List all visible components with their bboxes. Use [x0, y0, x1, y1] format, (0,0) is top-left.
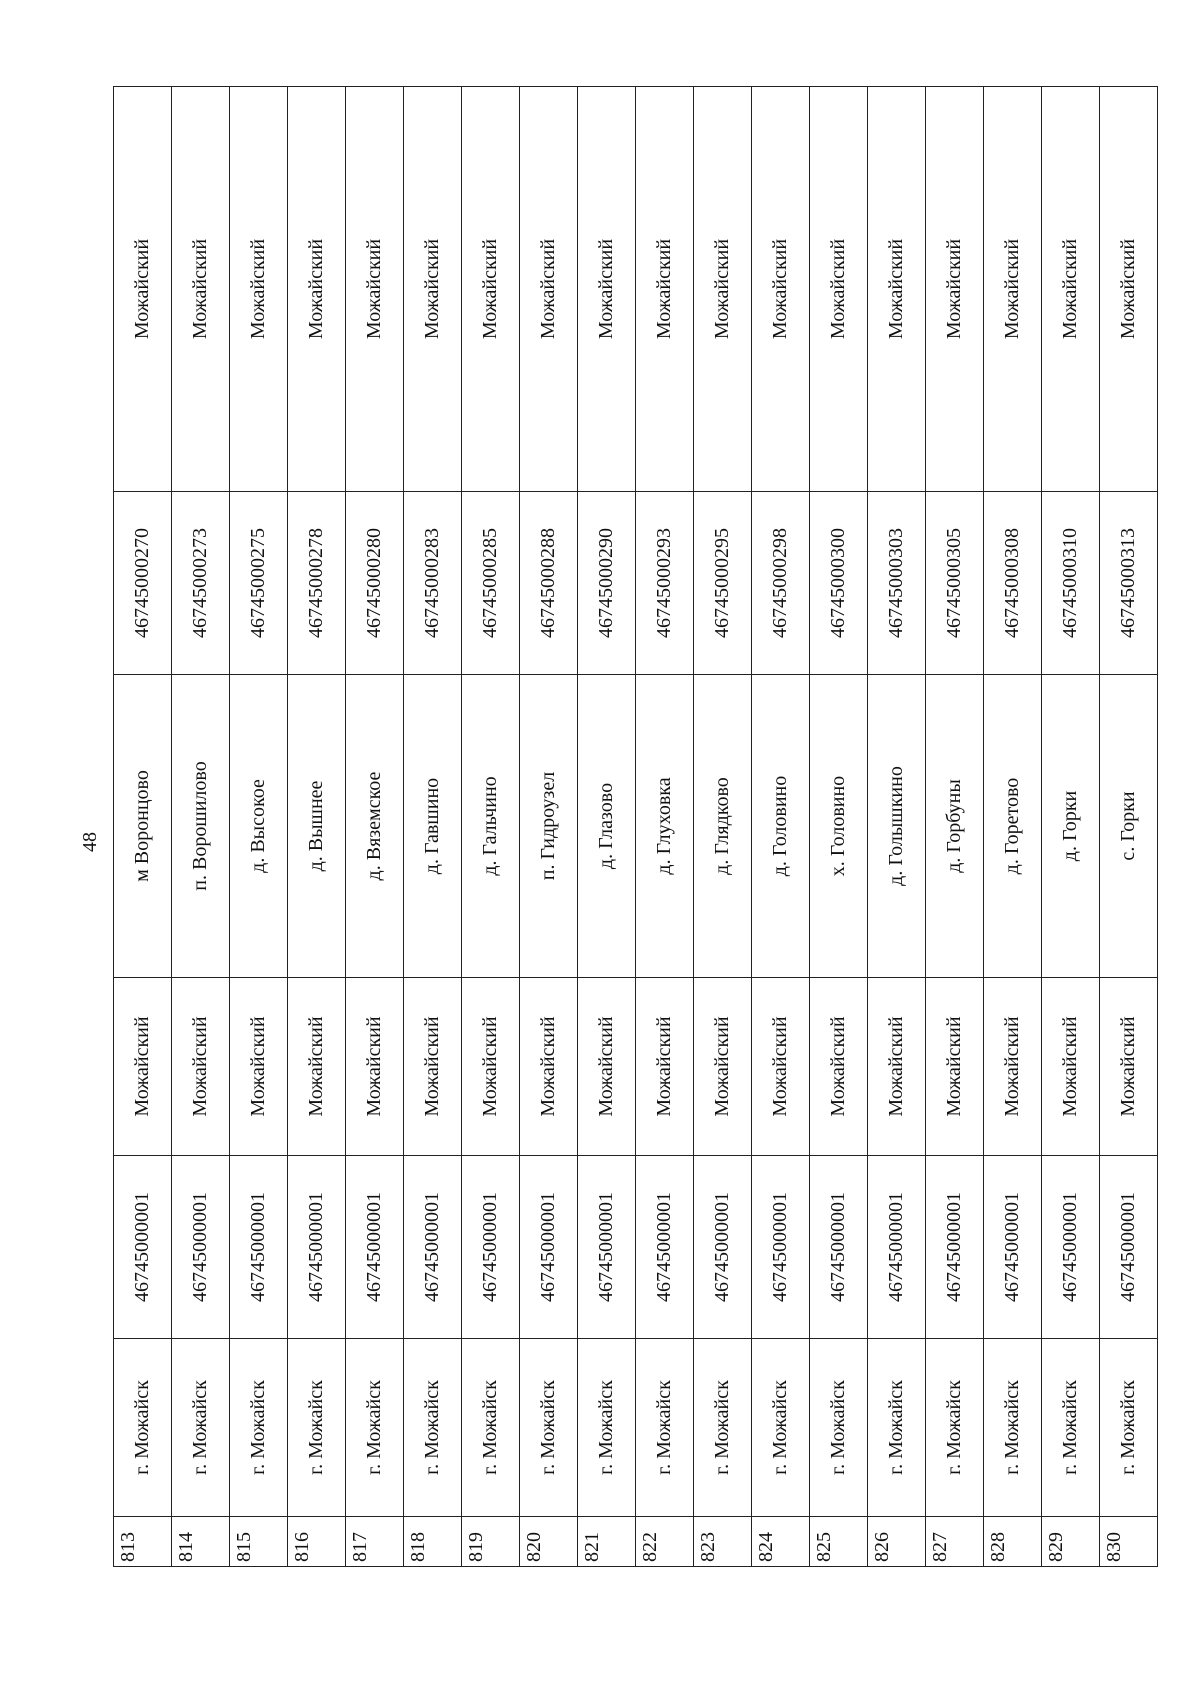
oktmo-code-cell: 46745000001 [578, 1156, 636, 1339]
district-cell: Можайский [462, 978, 520, 1156]
settlement-code-cell: 46745000280 [346, 492, 404, 675]
row-number-cell: 818 [404, 1517, 462, 1567]
table-row [984, 87, 1042, 1567]
settlement-cell: д. Глуховка [636, 675, 694, 978]
table-row [114, 87, 172, 1567]
settlement-cell: д. Глазово [578, 675, 636, 978]
table-row [288, 87, 346, 1567]
settlement-code-cell: 46745000285 [462, 492, 520, 675]
table-row [172, 87, 230, 1567]
district-cell: Можайский [868, 978, 926, 1156]
oktmo-code-cell: 46745000001 [462, 1156, 520, 1339]
settlement-code-cell: 46745000293 [636, 492, 694, 675]
table-row [346, 87, 404, 1567]
row-number-cell: 820 [520, 1517, 578, 1567]
settlement-district-cell: Можайский [346, 87, 404, 492]
oktmo-code-cell: 46745000001 [172, 1156, 230, 1339]
city-cell: г. Можайск [230, 1339, 288, 1517]
table-row [230, 87, 288, 1567]
row-number-cell: 813 [114, 1517, 172, 1567]
row-number-cell: 815 [230, 1517, 288, 1567]
row-number-cell: 814 [172, 1517, 230, 1567]
settlement-district-cell: Можайский [810, 87, 868, 492]
oktmo-code-cell: 46745000001 [288, 1156, 346, 1339]
oktmo-code-cell: 46745000001 [636, 1156, 694, 1339]
table-row [520, 87, 578, 1567]
row-number-cell: 819 [462, 1517, 520, 1567]
oktmo-code-cell: 46745000001 [868, 1156, 926, 1339]
settlement-district-cell: Можайский [404, 87, 462, 492]
row-number-cell: 827 [926, 1517, 984, 1567]
district-cell: Можайский [578, 978, 636, 1156]
city-cell: г. Можайск [404, 1339, 462, 1517]
oktmo-code-cell: 46745000001 [1100, 1156, 1158, 1339]
table-row [694, 87, 752, 1567]
oktmo-code-cell: 46745000001 [810, 1156, 868, 1339]
settlement-district-cell: Можайский [172, 87, 230, 492]
city-cell: г. Можайск [578, 1339, 636, 1517]
settlement-district-cell: Можайский [288, 87, 346, 492]
district-cell: Можайский [636, 978, 694, 1156]
settlement-code-cell: 46745000295 [694, 492, 752, 675]
oktmo-code-cell: 46745000001 [404, 1156, 462, 1339]
city-cell: г. Можайск [868, 1339, 926, 1517]
city-cell: г. Можайск [114, 1339, 172, 1517]
district-cell: Можайский [114, 978, 172, 1156]
settlement-cell: д. Головино [752, 675, 810, 978]
district-cell: Можайский [984, 978, 1042, 1156]
settlement-cell: д. Высокое [230, 675, 288, 978]
oktmo-code-cell: 46745000001 [694, 1156, 752, 1339]
district-cell: Можайский [172, 978, 230, 1156]
settlement-cell: д. Голышкино [868, 675, 926, 978]
city-cell: г. Можайск [1042, 1339, 1100, 1517]
settlement-code-cell: 46745000303 [868, 492, 926, 675]
row-number-cell: 824 [752, 1517, 810, 1567]
city-cell: г. Можайск [462, 1339, 520, 1517]
city-cell: г. Можайск [1100, 1339, 1158, 1517]
row-number-cell: 828 [984, 1517, 1042, 1567]
settlement-code-cell: 46745000278 [288, 492, 346, 675]
settlement-code-cell: 46745000270 [114, 492, 172, 675]
district-cell: Можайский [1100, 978, 1158, 1156]
oktmo-code-cell: 46745000001 [1042, 1156, 1100, 1339]
row-number-cell: 823 [694, 1517, 752, 1567]
table-row [1042, 87, 1100, 1567]
oktmo-code-cell: 46745000001 [752, 1156, 810, 1339]
settlement-district-cell: Можайский [1042, 87, 1100, 492]
settlement-cell: с. Горки [1100, 675, 1158, 978]
table-row [1100, 87, 1158, 1567]
settlement-code-cell: 46745000298 [752, 492, 810, 675]
district-cell: Можайский [752, 978, 810, 1156]
settlement-cell: д. Глядково [694, 675, 752, 978]
settlements-table-wrap [113, 87, 1139, 1567]
city-cell: г. Можайск [172, 1339, 230, 1517]
settlement-district-cell: Можайский [926, 87, 984, 492]
table-row [578, 87, 636, 1567]
settlement-district-cell: Можайский [984, 87, 1042, 492]
settlement-district-cell: Можайский [230, 87, 288, 492]
row-number-cell: 825 [810, 1517, 868, 1567]
table-row [810, 87, 868, 1567]
district-cell: Можайский [230, 978, 288, 1156]
city-cell: г. Можайск [288, 1339, 346, 1517]
settlement-code-cell: 46745000305 [926, 492, 984, 675]
settlement-district-cell: Можайский [694, 87, 752, 492]
row-number-cell: 816 [288, 1517, 346, 1567]
settlement-cell: д. Гальчино [462, 675, 520, 978]
settlement-cell: д. Вышнее [288, 675, 346, 978]
settlement-cell: м Воронцово [114, 675, 172, 978]
row-number-cell: 826 [868, 1517, 926, 1567]
table-row [926, 87, 984, 1567]
district-cell: Можайский [520, 978, 578, 1156]
city-cell: г. Можайск [636, 1339, 694, 1517]
oktmo-code-cell: 46745000001 [114, 1156, 172, 1339]
settlement-district-cell: Можайский [114, 87, 172, 492]
table-row [462, 87, 520, 1567]
settlement-district-cell: Можайский [578, 87, 636, 492]
settlement-cell: п. Ворошилово [172, 675, 230, 978]
settlement-code-cell: 46745000308 [984, 492, 1042, 675]
oktmo-code-cell: 46745000001 [230, 1156, 288, 1339]
row-number-cell: 829 [1042, 1517, 1100, 1567]
page-number: 48 [79, 832, 101, 852]
row-number-cell: 817 [346, 1517, 404, 1567]
table-row [868, 87, 926, 1567]
district-cell: Можайский [346, 978, 404, 1156]
district-cell: Можайский [404, 978, 462, 1156]
settlement-cell: д. Вяземское [346, 675, 404, 978]
settlement-cell: п. Гидроузел [520, 675, 578, 978]
settlement-district-cell: Можайский [752, 87, 810, 492]
city-cell: г. Можайск [346, 1339, 404, 1517]
settlement-code-cell: 46745000273 [172, 492, 230, 675]
settlement-district-cell: Можайский [868, 87, 926, 492]
oktmo-code-cell: 46745000001 [346, 1156, 404, 1339]
settlement-cell: д. Горбуны [926, 675, 984, 978]
city-cell: г. Можайск [984, 1339, 1042, 1517]
district-cell: Можайский [1042, 978, 1100, 1156]
oktmo-code-cell: 46745000001 [926, 1156, 984, 1339]
row-number-cell: 830 [1100, 1517, 1158, 1567]
table-row [636, 87, 694, 1567]
settlement-district-cell: Можайский [636, 87, 694, 492]
row-number-cell: 821 [578, 1517, 636, 1567]
settlement-district-cell: Можайский [462, 87, 520, 492]
settlement-district-cell: Можайский [520, 87, 578, 492]
settlement-code-cell: 46745000300 [810, 492, 868, 675]
district-cell: Можайский [288, 978, 346, 1156]
oktmo-code-cell: 46745000001 [984, 1156, 1042, 1339]
settlement-code-cell: 46745000313 [1100, 492, 1158, 675]
city-cell: г. Можайск [520, 1339, 578, 1517]
district-cell: Можайский [926, 978, 984, 1156]
city-cell: г. Можайск [752, 1339, 810, 1517]
district-cell: Можайский [810, 978, 868, 1156]
district-cell: Можайский [694, 978, 752, 1156]
settlement-code-cell: 46745000288 [520, 492, 578, 675]
city-cell: г. Можайск [926, 1339, 984, 1517]
oktmo-code-cell: 46745000001 [520, 1156, 578, 1339]
settlement-district-cell: Можайский [1100, 87, 1158, 492]
city-cell: г. Можайск [810, 1339, 868, 1517]
city-cell: г. Можайск [694, 1339, 752, 1517]
settlements-table [113, 86, 1158, 1567]
settlement-cell: д. Горетово [984, 675, 1042, 978]
table-body [114, 87, 1158, 1567]
settlement-cell: д. Гавшино [404, 675, 462, 978]
table-row [752, 87, 810, 1567]
settlement-code-cell: 46745000275 [230, 492, 288, 675]
settlement-code-cell: 46745000310 [1042, 492, 1100, 675]
settlement-cell: д. Горки [1042, 675, 1100, 978]
settlement-code-cell: 46745000283 [404, 492, 462, 675]
row-number-cell: 822 [636, 1517, 694, 1567]
settlement-code-cell: 46745000290 [578, 492, 636, 675]
settlement-cell: х. Головино [810, 675, 868, 978]
table-row [404, 87, 462, 1567]
